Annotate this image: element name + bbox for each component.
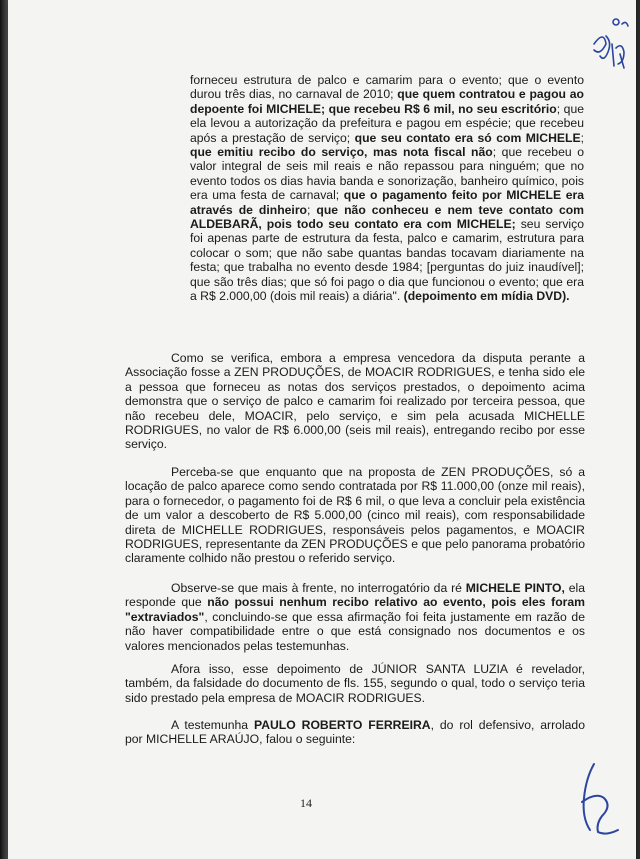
text-run: , concluindo-se que essa afirmação foi feita justamente em razão de não haver compatibilidade entre o que está consignado nos documentos e os valores mencionados pelas testemunhas. (125, 609, 585, 653)
paragraph-values (125, 465, 585, 566)
bold-text-run: que o pagamento feito por MICHELE era através de dinheiro (190, 188, 584, 217)
paragraph-witness (125, 718, 585, 747)
paragraph-interrogation (125, 581, 585, 653)
handwritten-folio-mark (586, 14, 632, 80)
text-run: ; (580, 130, 584, 145)
text-run: Como se verifica, embora a empresa vencedora da disputa perante a Associação fosse a ZEN PRODUÇÕES, de MOACIR RODRIGUES, e tenha sido ele a pessoa que forneceu as notas dos serviços prestados, o depoimento acima demonstra que o serviço de palco e camarim foi realizado por terceira pessoa, que não recebeu dele, MOACIR, pelo serviço, e sim pela acusada MICHELLE RODRIGUES, no valor de R$ 6.000,00 (seis mil reais), entregando recibo por esse serviço. (125, 351, 585, 452)
bold-text-run: que emitiu recibo do serviço, mas nota fiscal não (190, 145, 493, 160)
text-run: Afora isso, esse depoimento de JÚNIOR SANTA LUZIA é revelador, também, da falsidade do documento de fls. 155, segundo o qual, todo o serviço teria sido prestado pela empresa de MOACIR RODRIGUES. (125, 662, 585, 705)
scan-edge-shadow (0, 0, 8, 859)
text-run: ; que recebeu o valor integral de seis mil reais e não repassou para ninguém; que no evento todos os dias havia banda e sonorização, banheiro químico, pois era uma festa de carnaval; (190, 145, 584, 203)
testimony-quote (190, 73, 584, 304)
bold-text-run: PAULO ROBERTO FERREIRA (253, 718, 431, 732)
bold-text-run: não possui nenhum recibo relativo ao evento, pois eles foram "extraviados" (125, 595, 585, 624)
text-run: Perceba-se que enquanto que na proposta de ZEN PRODUÇÕES, só a locação de palco aparece como sendo contratada por R$ 11.000,00 (onze mil reais), para o fornecedor, o pagamento foi de R$ 6 mil, o que leva a concluir pela existência de um valor a descoberto de R$ 5.000,00 (cinco mil reais), com responsabilidade direta de MICHELLE RODRIGUES, responsáveis pelos pagamentos, e MOACIR RODRIGUES, representante da ZEN PRODUÇÕES e que pelo panorama probatório claramente colhido não prestou o referido serviço. (125, 465, 585, 566)
text-run: A testemunha (171, 718, 254, 732)
text-run: ; (307, 202, 317, 217)
text-run: ; que ela levou a autorização da prefeitura e pagou em espécie; que recebeu após a prestação de serviço; (190, 101, 584, 145)
bold-text-run: MICHELE PINTO, (465, 581, 565, 595)
handwritten-initials (566, 758, 628, 838)
bold-text-run: que não conheceu e nem teve contato com ALDEBARÃ, pois todo seu contato era com MICHELE; (190, 202, 584, 232)
bold-text-run: que quem contratou e pagou ao depoente foi MICHELE; que recebeu R$ 6 mil, no seu escritório (190, 87, 584, 116)
text-run: seu serviço foi apenas parte de estrutura da festa, palco e camarim, estrutura para colocar o som; que não sabe quantas bandas tocavam diariamente na festa; que trabalha no evento desde 1984; [perguntas do juiz inaudível]; que são três dias; que só foi pago o dia que funcionou o evento; que era a R$ 2.000,00 (dois mil reais) a diária". (190, 217, 584, 304)
text-run: Observe-se que mais à frente, no interrogatório da ré (171, 581, 466, 595)
text-run: forneceu estrutura de palco e camarim para o evento; que o evento durou três dias, no carnaval de 2010; (190, 73, 584, 102)
bold-text-run: (depoimento em mídia DVD). (403, 289, 570, 304)
paragraph-analysis (125, 351, 585, 452)
paragraph-falsity (125, 662, 585, 705)
text-run: ela responde que (125, 581, 586, 610)
page-number: 14 (300, 796, 312, 810)
text-run: , do rol defensivo, arrolado por MICHELLE ARAÚJO, falou o seguinte: (125, 718, 585, 747)
bold-text-run: que seu contato era só com MICHELE (354, 130, 581, 145)
